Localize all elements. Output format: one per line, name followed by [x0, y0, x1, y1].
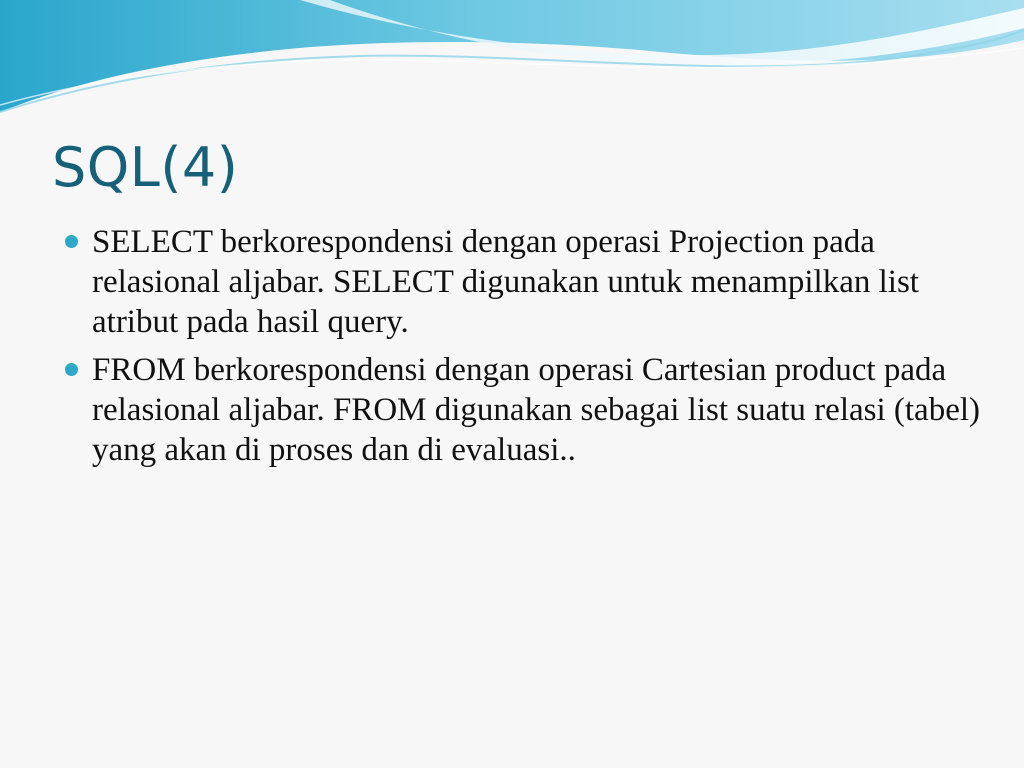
bullet-text: FROM berkorespondensi dengan operasi Cartesian product pada relasional aljabar. FROM digunakan sebagai list suatu relasi (tabel) yang akan di proses dan di evaluasi.. — [92, 352, 981, 468]
bullet-item-select — [62, 222, 982, 342]
header-wave-decoration — [0, 0, 1024, 130]
bullet-text: SELECT berkorespondensi dengan operasi Projection pada relasional aljabar. SELECT digunakan untuk menampilkan list atribut pada hasil query. — [92, 224, 919, 340]
bullet-dot-icon — [65, 235, 78, 248]
bullet-item-from — [62, 350, 982, 470]
bullet-dot-icon — [65, 363, 78, 376]
slide-title: SQL(4) — [52, 136, 239, 199]
bullet-list — [62, 222, 982, 478]
